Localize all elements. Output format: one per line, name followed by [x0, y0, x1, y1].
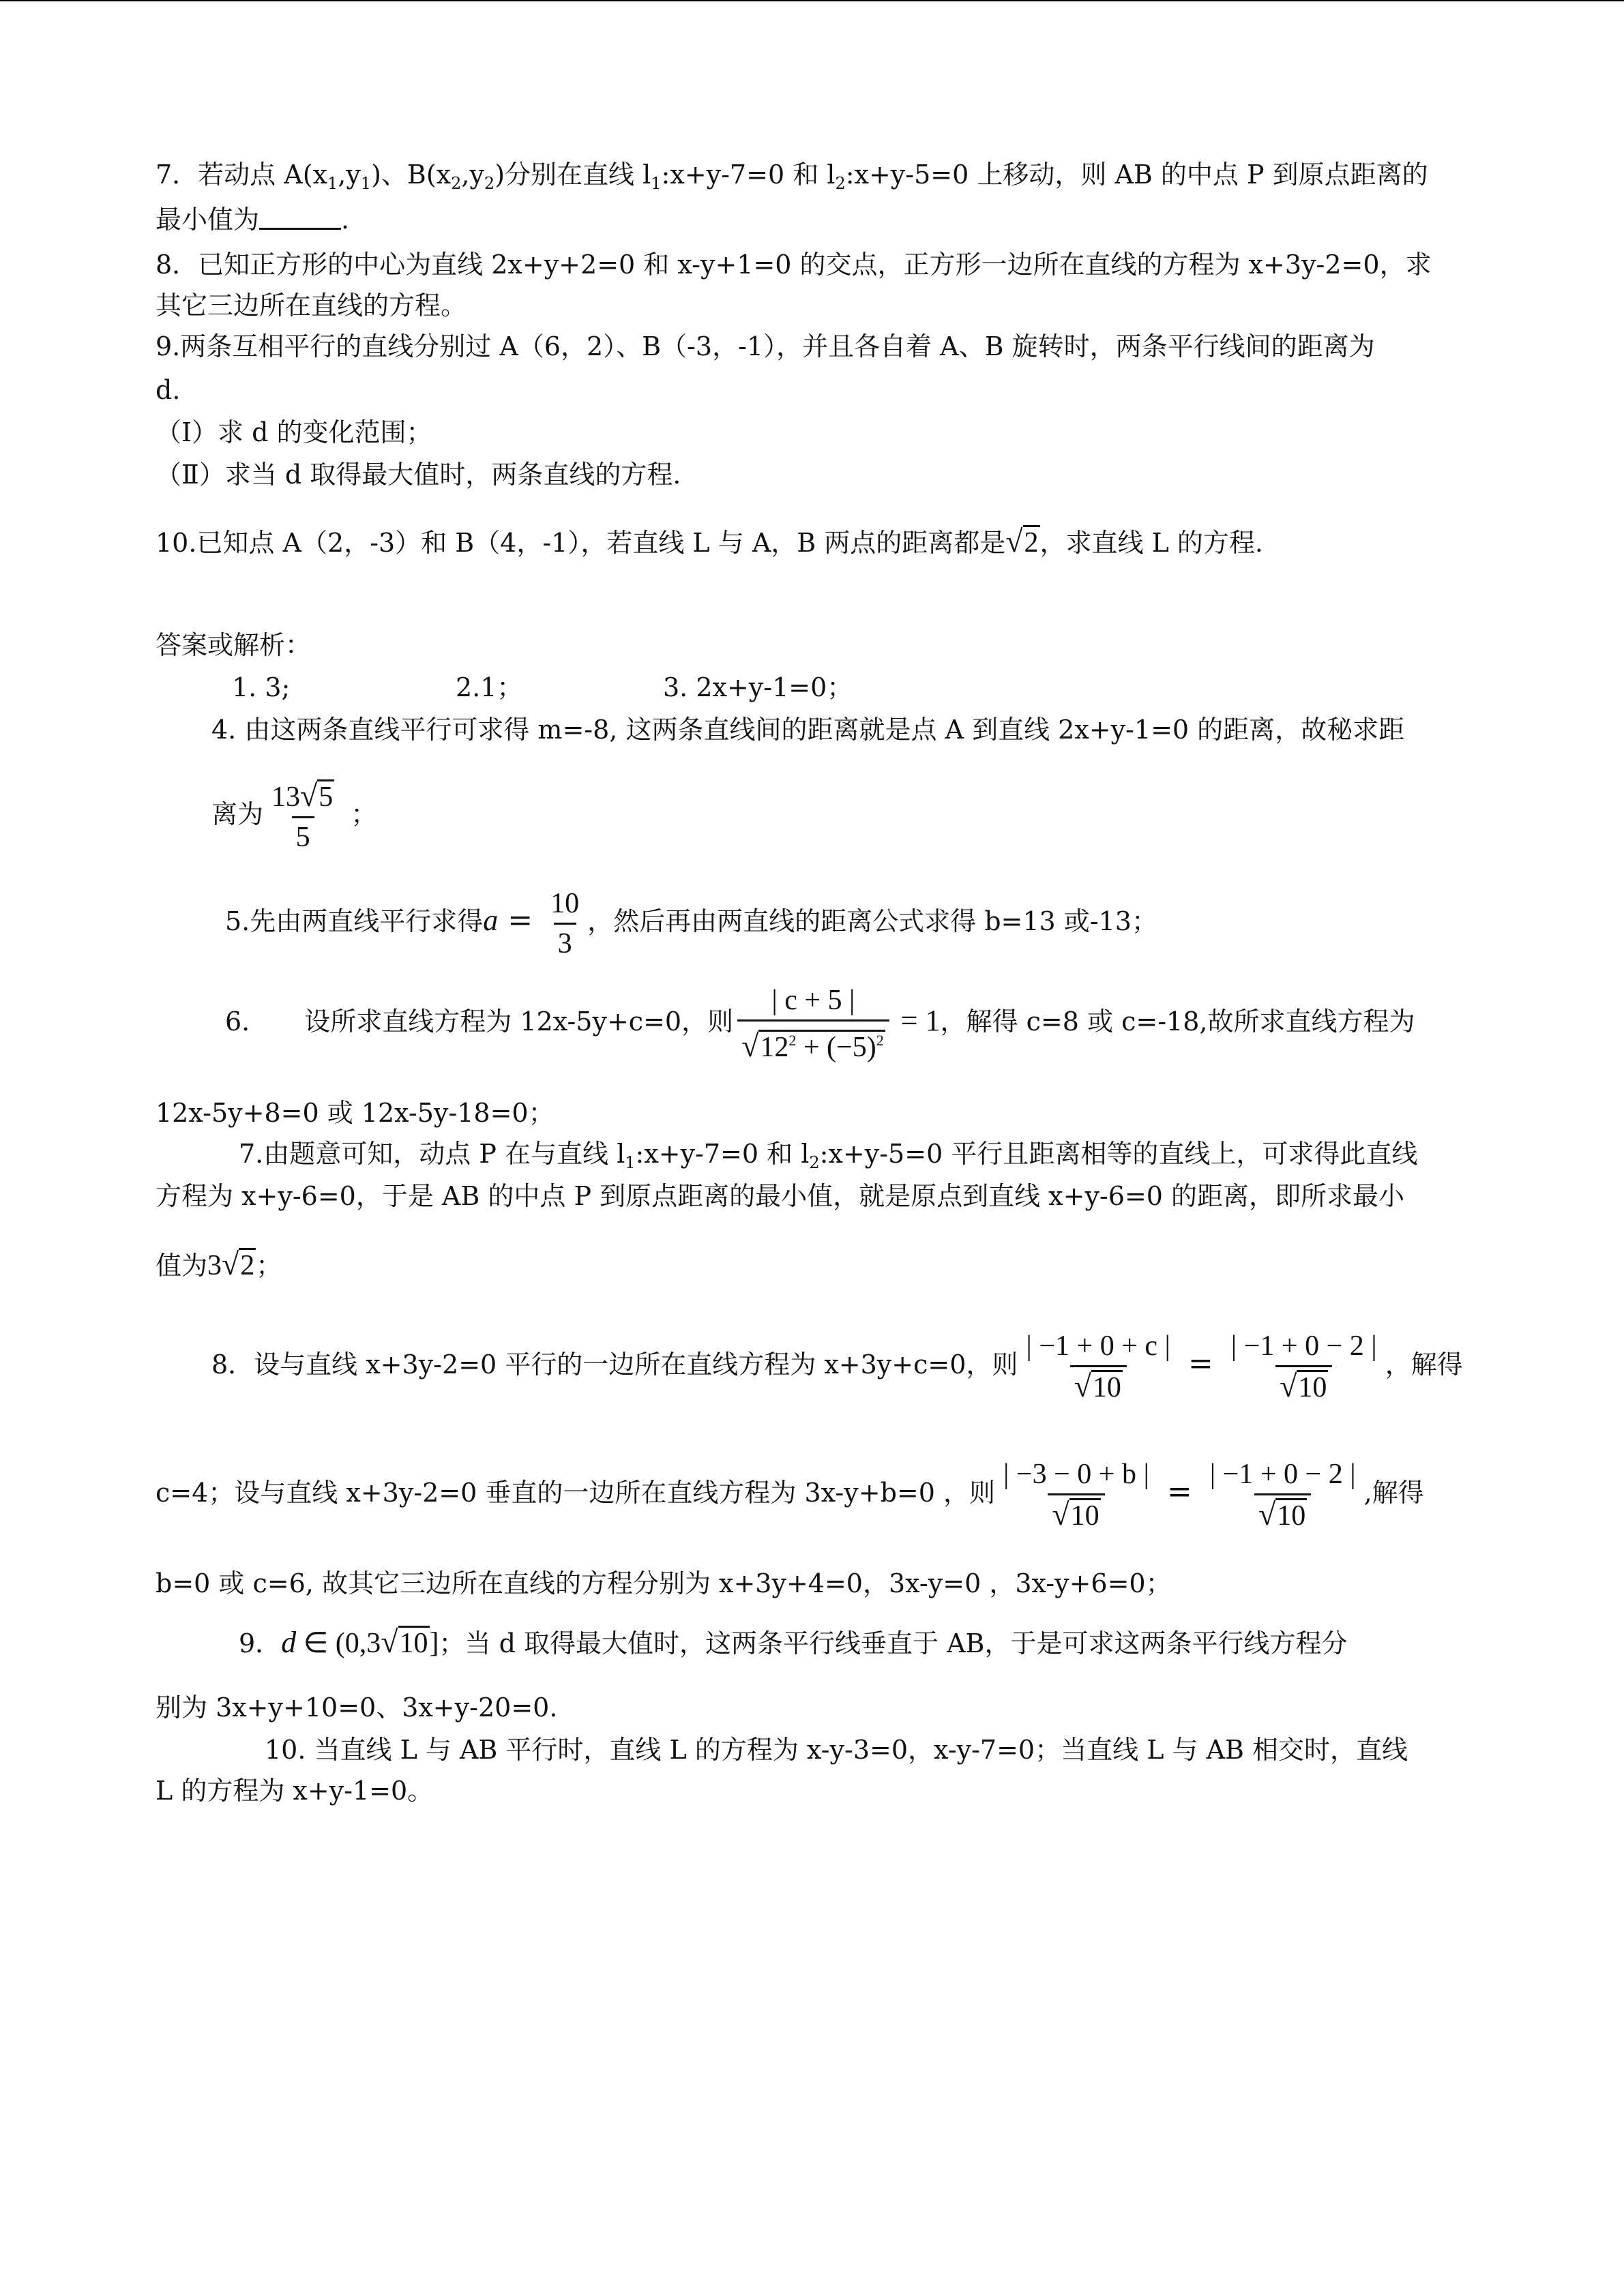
q9-part1: （Ⅰ）求 d 的变化范围；: [156, 417, 432, 447]
answer-9-line2: 别为 3x+y+10=0、3x+y-20=0.: [156, 1693, 558, 1723]
q7-line1: 7．若动点 $A(x_1,y_1)$、$B(x_2,y_2)$分别在直线 $l_1:x+y-7=0$ 和 $l_2:x+y-5=0$ 上移动，则 AB 的中点 P 到原点距离的: [156, 160, 1428, 193]
answer-5: 5.先由两直线平行求得a = $\frac{10}{3}$ ，然后再由两直线的距离公式求得 b=13 或-13；: [225, 888, 1157, 959]
fraction-13sqrt5-over-5: $\frac{13√5}{5}$: [271, 778, 334, 853]
answer-3: 3. 2x+y-1=0；: [663, 672, 853, 702]
answer-8-line3: b=0 或 c=6, 故其它三边所在直线的方程分别为 x+3y+4=0，3x-y=0 ，3x-y+6=0；: [156, 1568, 1172, 1598]
fraction-abs-over-sqrt10: $\frac{| -3 - 0 + b |}{√10}$: [1003, 1459, 1149, 1532]
q9-line2: d.: [156, 375, 181, 405]
fraction-abs-over-sqrt10: $\frac{| -1 + 0 - 2 |}{√10}$: [1209, 1459, 1356, 1532]
answer-6-line1: 6. 设所求直线方程为 12x-5y+c=0，则 $\frac{| c + 5 |}{√12^2 + (-5)^2}$ = 1，解得 c=8 或 c=-18,故所求直线方程为: [225, 985, 1415, 1063]
answer-6-line2: 12x-5y+8=0 或 12x-5y-18=0；: [156, 1098, 555, 1128]
fraction-10-over-3: $\frac{10}{3}$: [550, 888, 580, 959]
answer-2: 2.1；: [456, 672, 523, 702]
answer-7-line2: 方程为 x+y-6=0，于是 AB 的中点 P 到原点距离的最小值，就是原点到直线 x+y-6=0 的距离，即所求最小: [156, 1181, 1405, 1211]
answer-4-line2: 离为 $\frac{13√5}{5}$ ；: [211, 778, 377, 853]
answer-4-line1: 4. 由这两条直线平行可求得 m=-8, 这两条直线间的距离就是点 A 到直线 2x+y-1=0 的距离，故秘求距: [211, 715, 1405, 745]
answers-heading: 答案或解析：: [156, 630, 312, 660]
answer-7-line1: 7.由题意可知，动点 P 在与直线 $l_1:x+y-7=0$ 和 $l_2:x+y-5=0$ 平行且距离相等的直线上，可求得此直线: [239, 1139, 1418, 1172]
q9-part2: （Ⅱ）求当 d 取得最大值时，两条直线的方程.: [156, 460, 681, 490]
top-rule: [0, 0, 1624, 1]
sqrt-expression: 3√2: [207, 1247, 255, 1281]
q7-line2: 最小值为 .: [156, 205, 350, 235]
answer-blank: [259, 205, 341, 230]
q8-line1: 8．已知正方形的中心为直线 2x+y+2=0 和 x-y+1=0 的交点，正方形一边所在直线的方程为 x+3y-2=0，求: [156, 250, 1432, 280]
answer-8-line2: c=4；设与直线 x+3y-2=0 垂直的一边所在直线方程为 3x-y+b=0 ，则 $\frac{| -3 - 0 + b |}{√10}$ = $\frac{| -1 + 0 - 2 |}{√10}$ ,解得: [156, 1459, 1424, 1532]
answer-10-line1: 10. 当直线 L 与 AB 平行时，直线 L 的方程为 x-y-3=0，x-y-7=0；当直线 L 与 AB 相交时，直线: [265, 1735, 1408, 1765]
answer-1: 1. 3;: [232, 672, 291, 702]
q8-line2: 其它三边所在直线的方程。: [156, 290, 467, 320]
fraction-abs-c-plus-5: $\frac{| c + 5 |}{√12^2 + (-5)^2}$: [737, 984, 889, 1064]
answer-7-line3: 值为3√2；: [156, 1247, 282, 1281]
sqrt-expression: √2: [1005, 524, 1039, 558]
answers-1-3: [232, 671, 1528, 704]
answer-9-line1: 9．d ∈ (0,3√10]；当 d 取得最大值时，这两条平行线垂直于 AB，于是可求这两条平行线方程分: [239, 1624, 1348, 1659]
answer-8-line1: 8．设与直线 x+3y-2=0 平行的一边所在直线方程为 x+3y+c=0，则 $\frac{| -1 + 0 + c |}{√10}$ = $\frac{| -1 + 0 - 2 |}{√10}$ ，解得: [211, 1330, 1463, 1403]
answer-10-line2: L 的方程为 x+y-1=0。: [156, 1776, 434, 1806]
fraction-abs-over-sqrt10: $\frac{| -1 + 0 - 2 |}{√10}$: [1230, 1330, 1377, 1403]
q9-line1: 9.两条互相平行的直线分别过 A（6，2）、B（-3，-1），并且各自着 A、B 旋转时，两条平行线间的距离为: [156, 331, 1375, 361]
fraction-abs-over-sqrt10: $\frac{| -1 + 0 + c |}{√10}$: [1026, 1330, 1170, 1403]
q10-line: 10.已知点 A（2，-3）和 B（4，-1），若直线 L 与 A，B 两点的距离都是√2，求直线 L 的方程.: [156, 524, 1263, 558]
